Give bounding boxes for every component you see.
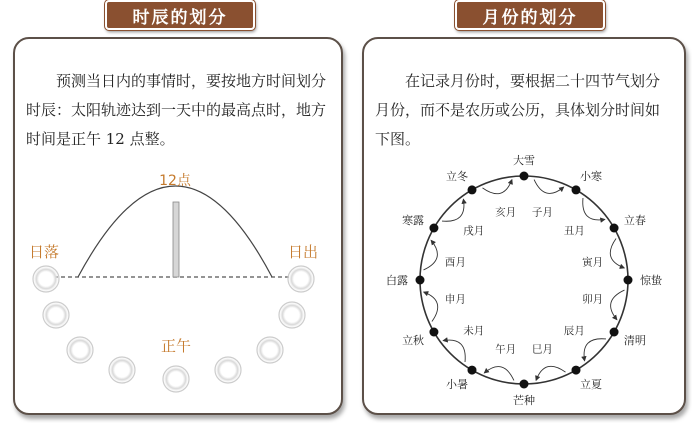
- time-division-text: 预测当日内的事情时，要按地方时间划分时辰：太阳轨迹达到一天中的最高点时，地方时间是正午 12 点整。: [26, 72, 327, 148]
- month-arrow: [536, 366, 565, 380]
- month-arrow: [443, 340, 465, 362]
- solar-term-label: 寒露: [402, 214, 425, 227]
- solar-term-label: 芒种: [513, 394, 535, 407]
- month-label: 酉月: [444, 256, 466, 269]
- month-arrow: [610, 238, 624, 267]
- month-label: 未月: [463, 325, 485, 338]
- solar-term-dot: [610, 328, 619, 337]
- solar-term-dot: [468, 366, 477, 375]
- month-label: 卯月: [582, 293, 604, 306]
- month-arrow: [584, 339, 606, 361]
- month-label: 巳月: [531, 343, 553, 356]
- solar-term-dot: [520, 172, 529, 181]
- sunset-label: 日落: [28, 243, 60, 261]
- month-division-text: 在记录月份时，要根据二十四节气划分月份，而不是农历或公历，具体划分时间如下图。: [375, 72, 661, 148]
- solar-term-dot: [624, 276, 633, 285]
- month-label: 午月: [495, 343, 517, 356]
- noon-12-label: 12点: [159, 173, 191, 189]
- solar-term-label: 清明: [623, 334, 646, 347]
- solar-term-dot: [572, 185, 581, 194]
- month-label: 亥月: [495, 206, 517, 219]
- month-label: 辰月: [563, 325, 585, 338]
- month-label: 戌月: [463, 224, 485, 237]
- solar-term-dot: [429, 224, 438, 233]
- time-division-title: 时辰的划分: [105, 0, 255, 30]
- noon-label: 正午: [160, 337, 192, 355]
- cycle-ring: [420, 176, 628, 384]
- month-division-title: 月份的划分: [455, 0, 605, 30]
- month-label: 丑月: [563, 224, 585, 237]
- month-label: 子月: [531, 206, 553, 219]
- solar-term-dot: [468, 185, 477, 194]
- solar-term-label: 大雪: [513, 154, 535, 167]
- solar-term-label: 立秋: [402, 334, 425, 347]
- solar-term-label: 立夏: [580, 377, 602, 391]
- solar-term-label: 惊蛰: [640, 274, 662, 287]
- month-label: 申月: [444, 293, 466, 306]
- solar-term-label: 立冬: [446, 170, 468, 184]
- solar-term-label: 白露: [386, 274, 408, 287]
- month-arrow: [583, 198, 605, 220]
- sunrise-label: 日出: [287, 243, 319, 261]
- month-arrow: [442, 199, 464, 221]
- solar-term-dot: [429, 328, 438, 337]
- solar-term-dot: [520, 380, 529, 389]
- solar-term-label: 小暑: [446, 377, 468, 391]
- solar-term-dot: [610, 224, 619, 233]
- month-label: 寅月: [582, 256, 604, 269]
- solar-term-dot: [416, 276, 425, 285]
- solar-term-label: 立春: [623, 214, 646, 227]
- month-arrow: [482, 180, 511, 194]
- solar-term-label: 小寒: [580, 170, 602, 184]
- solar-term-dot: [572, 366, 581, 375]
- month-arrow: [424, 292, 438, 321]
